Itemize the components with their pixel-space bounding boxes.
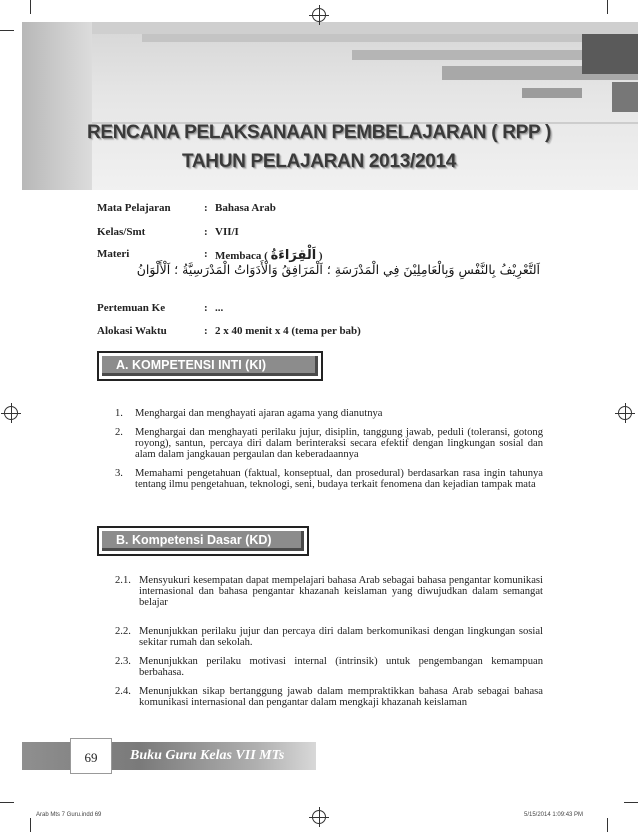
colon: : bbox=[204, 302, 208, 314]
page-title-line-2: TAHUN PELAJARAN 2013/2014 bbox=[181, 151, 457, 172]
crop-mark bbox=[607, 818, 608, 832]
list-item-number: 2.3. bbox=[115, 656, 131, 667]
list-item-number: 2.1. bbox=[115, 575, 131, 586]
registration-mark-icon bbox=[312, 810, 326, 824]
material-topics-arabic: اَلتَّعْرِيْفُ بِالنَّفْسِ وَبِالْعَامِلِيْنَ فِي الْمَدْرَسَةِ ؛ اَلْمَرَافِقُ وَالْأَدَوَاتُ الْمَدْرَسِيَّةُ ؛ اَلْأَلْوَانُ bbox=[136, 262, 540, 277]
class-value: VII/I bbox=[215, 226, 239, 238]
material-value-prefix: Membaca ( bbox=[215, 250, 268, 262]
list-item-text: Menghargai dan menghayati ajaran agama yang dianutnya bbox=[135, 408, 383, 419]
list-item-text: Menunjukkan perilaku motivasi internal (intrinsik) untuk pengembangan kemampuan berbahasa. bbox=[139, 656, 543, 678]
colon: : bbox=[204, 325, 208, 337]
list-item-number: 1. bbox=[115, 408, 123, 419]
meeting-value: ... bbox=[215, 302, 224, 314]
section-b-heading-text: B. Kompetensi Dasar (KD) bbox=[102, 531, 304, 551]
registration-mark-icon bbox=[312, 8, 326, 22]
material-value bbox=[215, 248, 323, 263]
list-item-text: Mensyukuri kesempatan dapat mempelajari bahasa Arab sebagai bahasa pengantar komunikasi internasional dan bahasa pengantar khazanah keislaman yang diwujudkan dalam semangat belajar bbox=[139, 575, 543, 608]
time-label: Alokasi Waktu bbox=[97, 325, 167, 337]
colon: : bbox=[204, 248, 208, 260]
page-title-line-1: RENCANA PELAKSANAAN PEMBELAJARAN ( RPP ) bbox=[86, 122, 552, 143]
crop-mark bbox=[0, 802, 14, 803]
registration-mark-icon bbox=[618, 406, 632, 420]
section-a-heading-text: A. KOMPETENSI INTI (KI) bbox=[102, 356, 318, 376]
list-item-text: Memahami pengetahuan (faktual, konseptual, dan prosedural) berdasarkan rasa ingin tahunya tentang ilmu pengetahuan, teknologi, seni, budaya terkait fenomena dan kejadian tampak mata bbox=[135, 468, 543, 490]
list-item-text: Menunjukkan sikap bertanggung jawab dalam mempraktikkan bahasa Arab sebagai bahasa komunikasi internasional dan pengantar dalam mengkaji khazanah keislaman bbox=[139, 686, 543, 708]
registration-mark-icon bbox=[4, 406, 18, 420]
slug-date: 5/15/2014 1:09:43 PM bbox=[524, 812, 584, 818]
list-item-text: Menunjukkan perilaku jujur dan percaya diri dalam berkomunikasi dengan lingkungan sosial sekitar rumah dan sekolah. bbox=[139, 626, 543, 648]
list-item-number: 2.2. bbox=[115, 626, 131, 637]
colon: : bbox=[204, 226, 208, 238]
crop-mark bbox=[624, 802, 638, 803]
material-label: Materi bbox=[97, 248, 130, 260]
page-number: 69 bbox=[84, 750, 98, 765]
class-label: Kelas/Smt bbox=[97, 226, 146, 238]
colon: : bbox=[204, 202, 208, 214]
time-value: 2 x 40 menit x 4 (tema per bab) bbox=[215, 325, 361, 337]
list-item-number: 2. bbox=[115, 427, 123, 438]
list-item-number: 2.4. bbox=[115, 686, 131, 697]
list-item-number: 3. bbox=[115, 468, 123, 479]
meeting-label: Pertemuan Ke bbox=[97, 302, 166, 314]
subject-label: Mata Pelajaran bbox=[97, 202, 171, 214]
subject-value: Bahasa Arab bbox=[215, 202, 276, 214]
crop-mark bbox=[0, 30, 14, 31]
slug-file: Arab Mts 7 Guru.indd 69 bbox=[36, 812, 102, 818]
crop-mark bbox=[30, 818, 31, 832]
crop-mark bbox=[30, 0, 31, 14]
book-title: Buku Guru Kelas VII MTs bbox=[130, 748, 285, 763]
crop-mark bbox=[607, 0, 608, 14]
list-item-text: Menghargai dan menghayati perilaku jujur, disiplin, tanggung jawab, peduli (toleransi, gotong royong), santun, percaya diri dalam berinteraksi secara efektif dengan lingkungan sosial dan alam dalam jangkauan pergaulan dan keberadaannya bbox=[135, 427, 543, 460]
section-a-heading bbox=[97, 351, 323, 381]
material-value-suffix: ) bbox=[318, 250, 323, 262]
section-b-heading bbox=[97, 526, 309, 556]
material-value-arabic: اَلْقِرَاءَةُ bbox=[270, 248, 317, 263]
